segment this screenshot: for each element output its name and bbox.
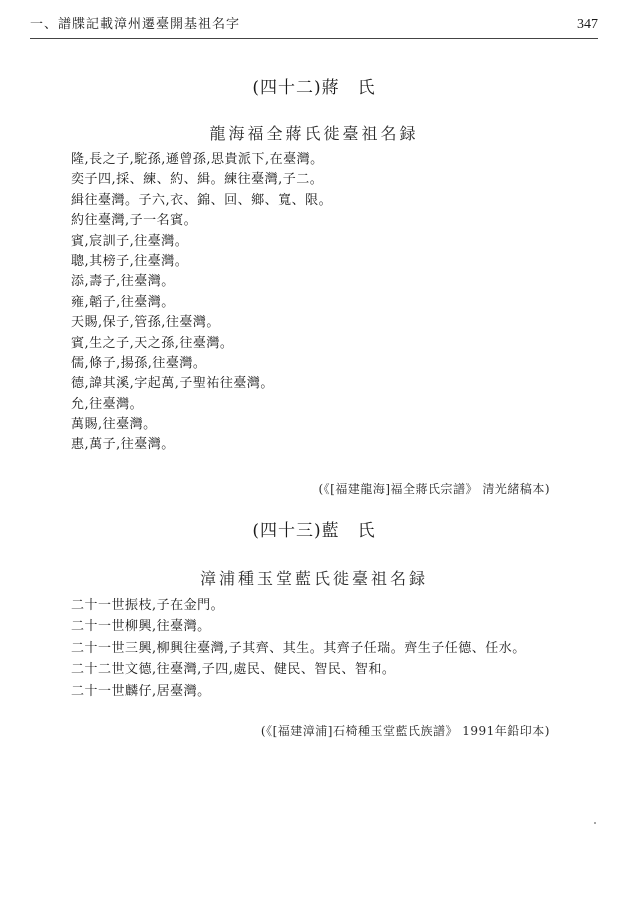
list-item: 賓,宸訓子,往臺灣。 [71,233,189,249]
list-item: 二十一世三興,柳興往臺灣,子其齊、其生。其齊子任瑞。齊生子任德、任水。 [71,640,526,656]
section-title-43: 漳浦種玉堂藍氏徙臺祖名録 [199,569,428,588]
entry-list-42 [71,150,332,456]
header-rule [30,38,598,39]
list-item: 天賜,保子,管孫,往臺灣。 [71,315,220,331]
list-item: 二十一世振枝,子在金門。 [71,598,225,613]
list-item: 德,諱其溪,字起萬,子聖祐往臺灣。 [71,376,274,392]
list-item: 儒,條子,揚孫,往臺灣。 [71,355,207,371]
list-item: 二十二世文德,往臺灣,子四,處民、健民、智民、智和。 [71,662,396,678]
list-item: 奕子四,採、練、約、緝。練往臺灣,子二。 [71,172,324,188]
list-item: 惠,萬子,往臺灣。 [71,437,175,453]
section-title-42: 龍海福全蔣氏徙臺祖名録 [209,124,419,143]
source-citation-42: (《[福建龍海]福全蔣氏宗譜》 清光緒稿本) [318,482,550,496]
list-item: 緝往臺灣。子六,衣、錦、回、鄉、寬、限。 [71,192,333,208]
list-item: 萬賜,往臺灣。 [71,417,157,433]
list-item: 允,往臺灣。 [71,396,144,412]
source-citation-43: (《[福建漳浦]石椅種玉堂藍氏族譜》 1991年鉛印本) [260,724,550,738]
list-item: 二十一世麟仔,居臺灣。 [71,683,211,699]
list-item: 聰,其榜子,往臺灣。 [71,253,189,269]
section-heading-43: (四十三)藍 氏 [252,521,376,541]
list-item: 二十一世柳興,往臺灣。 [71,619,211,635]
scan-speck [594,822,596,824]
entry-list-43 [71,595,526,702]
section-heading-42: (四十二)蔣 氏 [252,78,376,98]
page-number: 347 [577,17,598,32]
list-item: 添,壽子,往臺灣。 [71,274,175,290]
list-item: 賓,生之子,天之孫,往臺灣。 [71,335,234,351]
running-header-title: 一、譜牒記載漳州遷臺開基祖名字 [30,17,241,32]
page-header [30,14,598,36]
list-item: 隆,長之子,駝孫,遜曾孫,思貴派下,在臺灣。 [71,152,324,167]
list-item: 雍,韜子,往臺灣。 [71,294,175,310]
list-item: 約往臺灣,子一名賓。 [71,213,198,229]
